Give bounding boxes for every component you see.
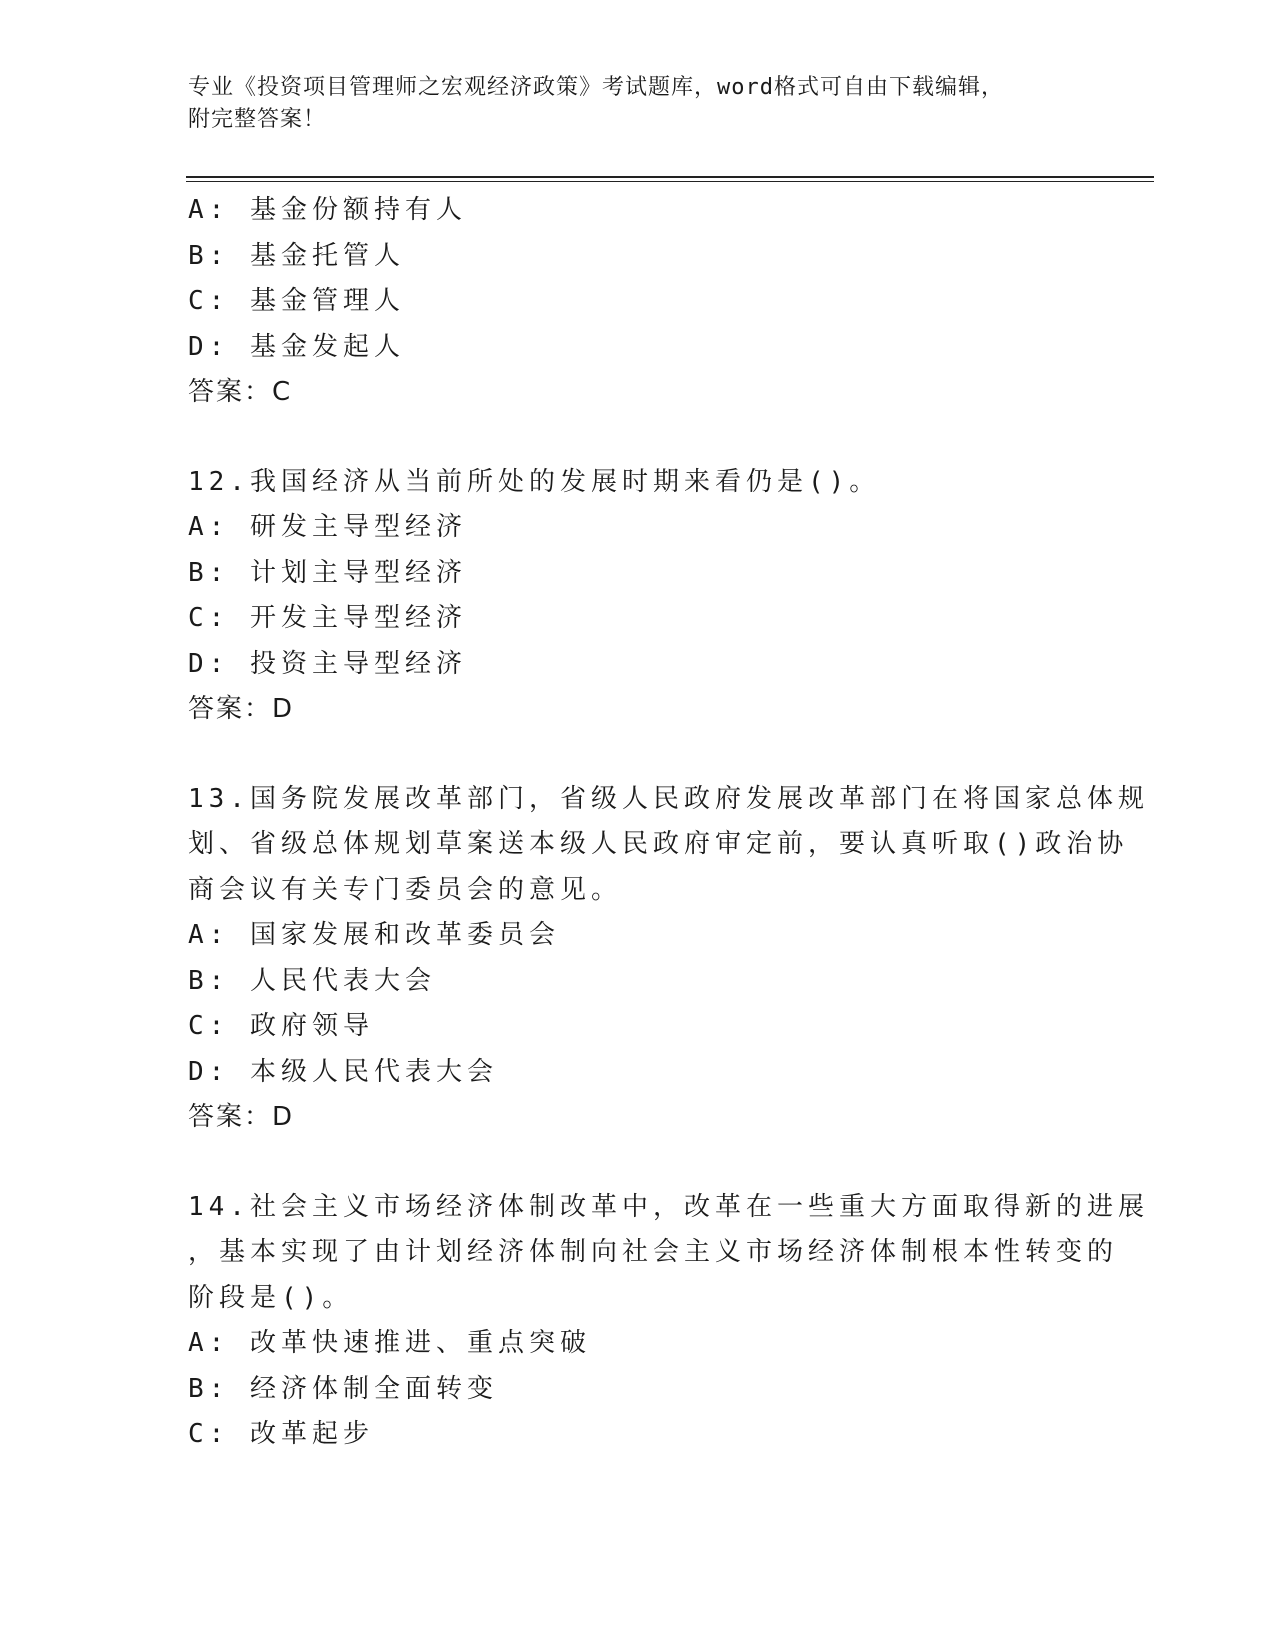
question-block-11 — [188, 188, 1088, 416]
header-rule-thin — [186, 181, 1154, 182]
option-a: A: 改革快速推进、重点突破 — [188, 1328, 591, 1358]
header-rule-thick — [186, 176, 1154, 178]
option-b: B: 人民代表大会 — [188, 965, 436, 996]
question-stem: 13.国务院发展改革部门，省级人民政府发展改革部门在将国家总体规 — [188, 783, 1149, 814]
option-c: C: 开发主导型经济 — [188, 603, 467, 633]
option-a: A: 研发主导型经济 — [188, 512, 467, 542]
answer: 答案：D — [188, 1102, 295, 1132]
option-d: D: 本级人民代表大会 — [188, 1056, 498, 1087]
question-stem: 划、省级总体规划草案送本级人民政府审定前，要认真听取()政治协 — [188, 829, 1129, 859]
answer: 答案：D — [188, 694, 295, 724]
option-c: C: 改革起步 — [188, 1419, 374, 1449]
question-stem: 阶段是()。 — [188, 1282, 354, 1313]
question-stem: 12.我国经济从当前所处的发展时期来看仍是()。 — [188, 466, 881, 497]
option-d: D: 基金发起人 — [188, 331, 405, 362]
question-stem: 14.社会主义市场经济体制改革中，改革在一些重大方面取得新的进展 — [188, 1191, 1149, 1222]
question-list — [188, 188, 1149, 1458]
option-b: B: 基金托管人 — [188, 240, 405, 271]
option-a: A: 基金份额持有人 — [188, 195, 467, 225]
option-d: D: 投资主导型经济 — [188, 648, 467, 679]
option-b: B: 计划主导型经济 — [188, 557, 467, 588]
document-header — [188, 72, 1088, 136]
option-a: A: 国家发展和改革委员会 — [188, 920, 560, 950]
option-c: C: 政府领导 — [188, 1011, 374, 1041]
question-block-12 — [188, 460, 1088, 733]
question-block-14 — [188, 1185, 1149, 1458]
answer: 答案：C — [188, 377, 293, 407]
header-line-2: 附完整答案！ — [188, 107, 327, 132]
question-block-13 — [188, 777, 1149, 1141]
header-line-1: 专业《投资项目管理师之宏观经济政策》考试题库，word格式可自由下载编辑， — [188, 75, 1004, 100]
question-stem: ，基本实现了由计划经济体制向社会主义市场经济体制根本性转变的 — [188, 1237, 1119, 1267]
question-stem: 商会议有关专门委员会的意见。 — [188, 874, 623, 905]
option-c: C: 基金管理人 — [188, 286, 405, 316]
option-b: B: 经济体制全面转变 — [188, 1373, 498, 1404]
